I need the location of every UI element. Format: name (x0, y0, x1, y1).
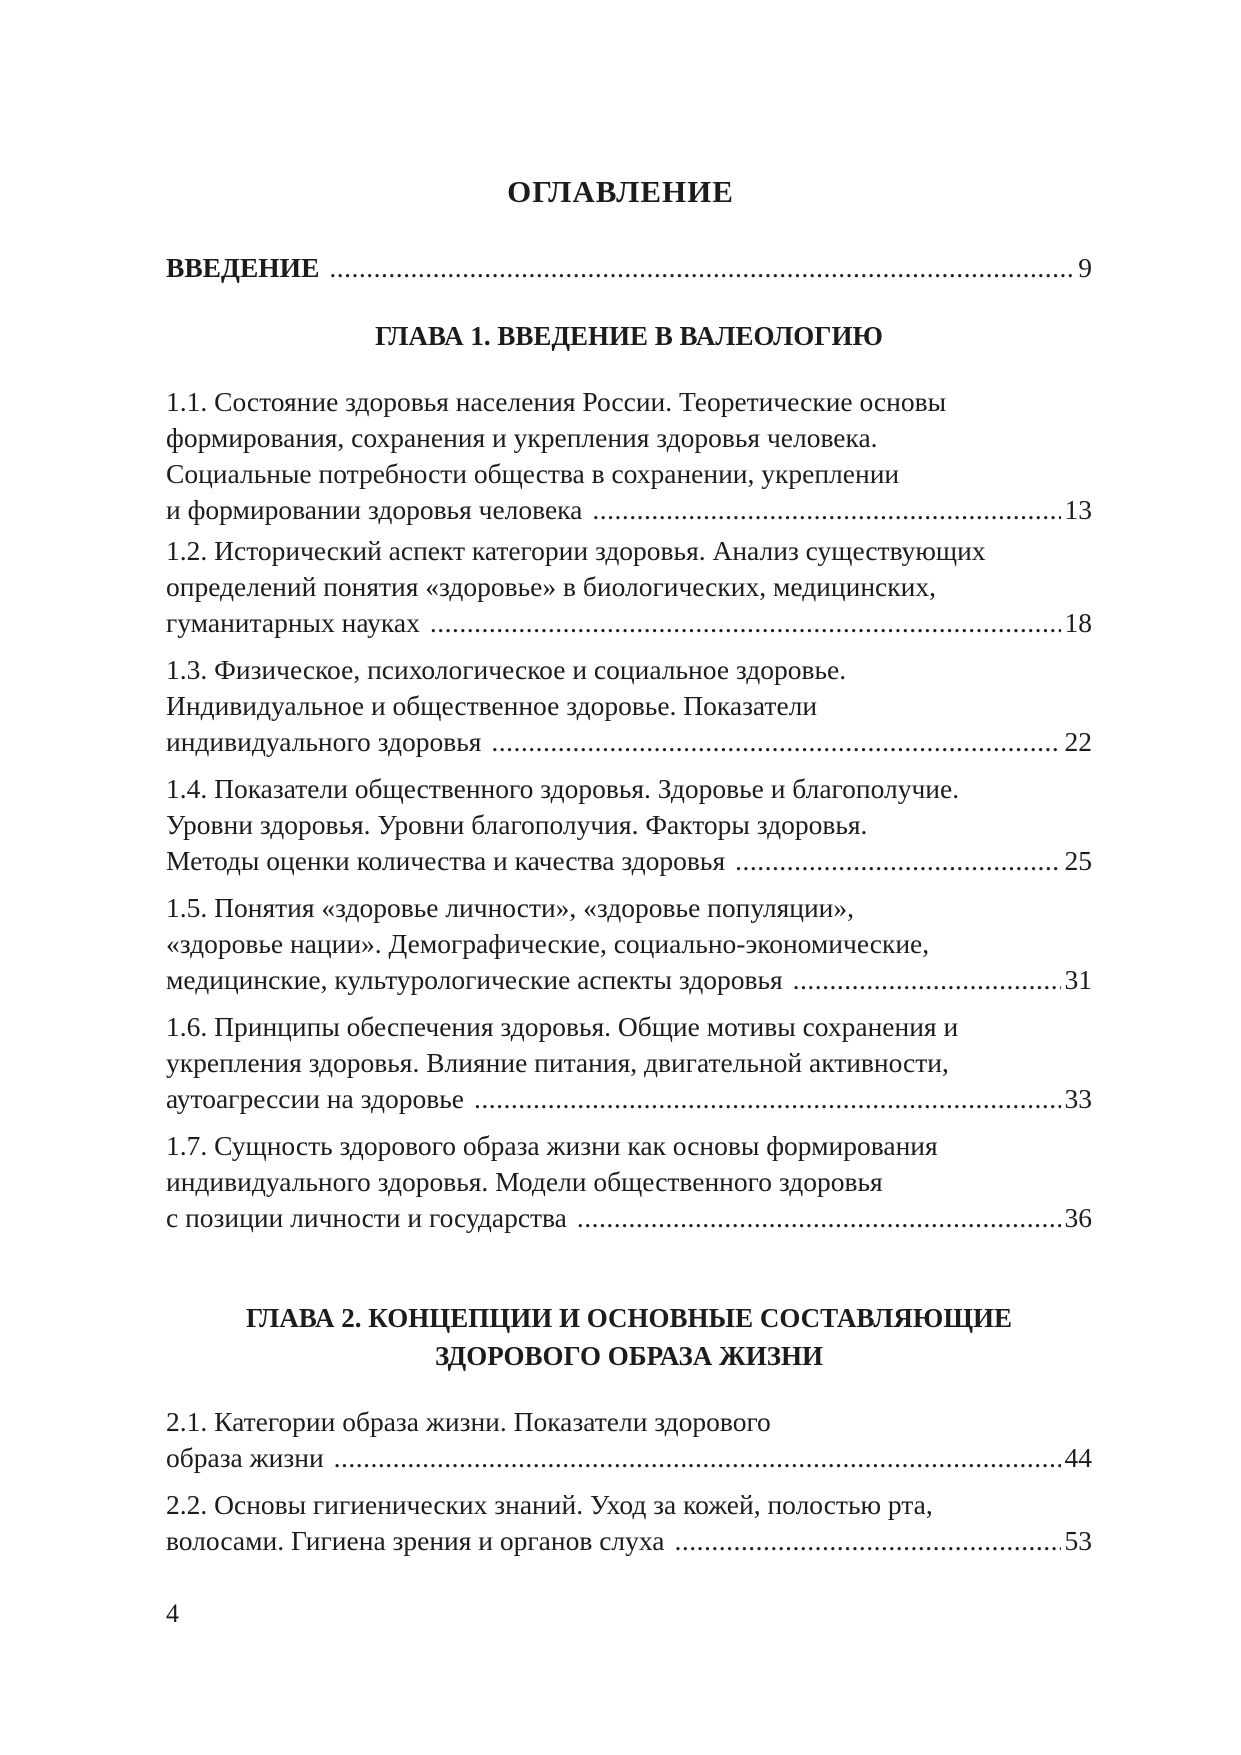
toc-entry-1-2[interactable] (166, 533, 1092, 641)
entry-line: 1.7. Сущность здорового образа жизни как основы формирования (166, 1130, 938, 1161)
entry-line: 1.5. Понятия «здоровье личности», «здоровье популяции», (166, 892, 855, 923)
entry-line: 1.4. Показатели общественного здоровья. Здоровье и благополучие. (166, 773, 960, 804)
entry-last-line: гуманитарных науках (166, 607, 420, 638)
chapter-1-heading-block (166, 317, 1092, 355)
toc-entry-1-3[interactable] (166, 652, 1092, 760)
intro-page: 9 (1078, 252, 1092, 283)
entry-page: 18 (1064, 607, 1092, 638)
entry-line: 1.2. Исторический аспект категории здоровья. Анализ существующих (166, 535, 986, 566)
dot-leader (793, 962, 1061, 998)
entry-page: 22 (1064, 726, 1092, 757)
toc-entry-1-5[interactable] (166, 890, 1092, 998)
dot-leader (334, 1440, 1061, 1476)
intro-entry[interactable] (166, 250, 1092, 286)
toc-entry-1-1[interactable] (166, 384, 1092, 528)
entry-line: формирования, сохранения и укрепления здоровья человека. (166, 422, 878, 453)
entry-last-line: волосами. Гигиена зрения и органов слуха (166, 1525, 665, 1556)
entry-line: укрепления здоровья. Влияние питания, двигательной активности, (166, 1047, 949, 1078)
entry-page: 33 (1064, 1083, 1092, 1114)
toc-entry-2-2[interactable] (166, 1487, 1092, 1559)
entry-page: 13 (1064, 494, 1092, 525)
entry-page: 53 (1064, 1525, 1092, 1556)
dot-leader (474, 1081, 1061, 1117)
toc-entry-2-1[interactable] (166, 1404, 1092, 1476)
entry-last-line: Методы оценки количества и качества здоровья (166, 845, 726, 876)
dot-leader (577, 1200, 1061, 1236)
entry-line: «здоровье нации». Демографические, социально-экономические, (166, 928, 930, 959)
entry-last-line: индивидуального здоровья (166, 726, 482, 757)
toc-entry-1-6[interactable] (166, 1009, 1092, 1117)
chapter-2-heading-line-1: ГЛАВА 2. КОНЦЕПЦИИ И ОСНОВНЫЕ СОСТАВЛЯЮЩИЕ (246, 1303, 1012, 1333)
entry-page: 36 (1064, 1202, 1092, 1233)
chapter-2-heading-line-2: ЗДОРОВОГО ОБРАЗА ЖИЗНИ (435, 1341, 823, 1371)
entry-page: 31 (1064, 964, 1092, 995)
entry-last-line: аутоагрессии на здоровье (166, 1083, 464, 1114)
entry-line: 1.3. Физическое, психологическое и социальное здоровье. (166, 654, 847, 685)
toc-title: ОГЛАВЛЕНИЕ (507, 174, 734, 209)
entry-last-line: с позиции личности и государства (166, 1202, 567, 1233)
entry-page: 25 (1064, 845, 1092, 876)
dot-leader (674, 1523, 1060, 1559)
entry-page: 44 (1064, 1442, 1092, 1473)
entry-line: 1.1. Состояние здоровья населения России. Теоретические основы (166, 386, 947, 417)
toc-entry-1-4[interactable] (166, 771, 1092, 879)
entry-line: индивидуального здоровья. Модели общественного здоровья (166, 1166, 883, 1197)
entry-line: 1.6. Принципы обеспечения здоровья. Общие мотивы сохранения и (166, 1011, 959, 1042)
intro-label: ВВЕДЕНИЕ (166, 252, 320, 283)
dot-leader (735, 843, 1060, 879)
entry-last-line: медицинские, культурологические аспекты здоровья (166, 964, 783, 995)
entry-line: 2.2. Основы гигиенических знаний. Уход за кожей, полостью рта, (166, 1489, 933, 1520)
entry-line: Уровни здоровья. Уровни благополучия. Факторы здоровья. (166, 809, 868, 840)
entry-line: Индивидуальное и общественное здоровье. Показатели (166, 690, 818, 721)
toc-entry-1-7[interactable] (166, 1128, 1092, 1236)
dot-leader (430, 605, 1061, 641)
chapter-1-heading: ГЛАВА 1. ВВЕДЕНИЕ В ВАЛЕОЛОГИЮ (375, 321, 883, 351)
entry-line: Социальные потребности общества в сохранении, укреплении (166, 458, 900, 489)
entry-line: 2.1. Категории образа жизни. Показатели здорового (166, 1406, 771, 1437)
entry-last-line: и формировании здоровья человека (166, 494, 583, 525)
dot-leader (592, 492, 1060, 528)
dot-leader (329, 250, 1074, 286)
page-number: 4 (166, 1599, 179, 1628)
dot-leader (491, 724, 1060, 760)
entry-line: определений понятия «здоровье» в биологических, медицинских, (166, 571, 936, 602)
chapter-2-heading-block (166, 1299, 1092, 1375)
entry-last-line: образа жизни (166, 1442, 324, 1473)
